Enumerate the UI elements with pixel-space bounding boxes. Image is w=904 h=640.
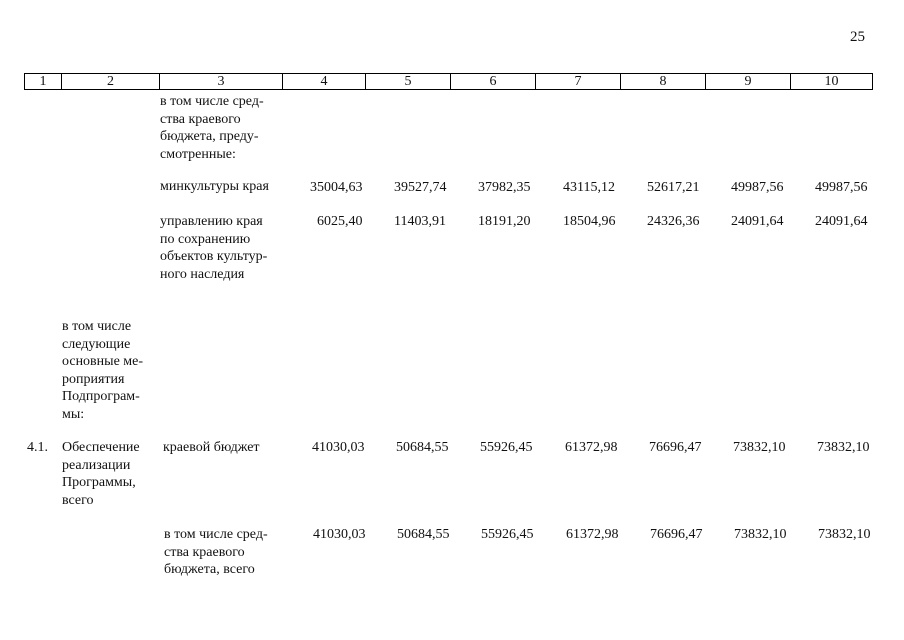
column-header-4: 4 [283, 74, 366, 90]
column-header-6: 6 [451, 74, 536, 90]
value-cell-minkultury-col6: 37982,35 [478, 180, 531, 195]
value-cell-upravleniyu-col4: 6025,40 [317, 214, 363, 229]
value-cell-upravleniyu-col6: 18191,20 [478, 214, 531, 229]
column-header-10: 10 [791, 74, 873, 90]
value-cell-4-1-sub-col5: 50684,55 [397, 527, 450, 542]
source-cell-4-1: краевой бюджет [163, 440, 260, 455]
column-header-1: 1 [25, 74, 62, 90]
value-cell-4-1-col7: 61372,98 [565, 440, 618, 455]
value-cell-4-1-col4: 41030,03 [312, 440, 365, 455]
column-header-5: 5 [366, 74, 451, 90]
value-cell-4-1-col8: 76696,47 [649, 440, 702, 455]
value-cell-upravleniyu-col10: 24091,64 [815, 214, 868, 229]
source-cell-upravleniyu: управлению края по сохранению объектов культур- ного наследия [160, 214, 268, 282]
value-cell-4-1-sub-col6: 55926,45 [481, 527, 534, 542]
value-cell-4-1-sub-col9: 73832,10 [734, 527, 787, 542]
value-cell-minkultury-col7: 43115,12 [563, 180, 615, 195]
value-cell-upravleniyu-col5: 11403,91 [394, 214, 446, 229]
value-cell-minkultury-col8: 52617,21 [647, 180, 700, 195]
column-header-8: 8 [621, 74, 706, 90]
value-cell-4-1-col6: 55926,45 [480, 440, 533, 455]
source-cell-kraevoy-budget-predusmotrennye: в том числе сред- ства краевого бюджета, преду- смотренные: [160, 94, 264, 162]
value-cell-4-1-col5: 50684,55 [396, 440, 449, 455]
name-cell-4-1: Обеспечение реализации Программы, всего [62, 440, 140, 508]
value-cell-4-1-sub-col8: 76696,47 [650, 527, 703, 542]
value-cell-4-1-col9: 73832,10 [733, 440, 786, 455]
value-cell-upravleniyu-col8: 24326,36 [647, 214, 700, 229]
value-cell-upravleniyu-col7: 18504,96 [563, 214, 616, 229]
value-cell-upravleniyu-col9: 24091,64 [731, 214, 784, 229]
column-header-2: 2 [62, 74, 160, 90]
value-cell-4-1-sub-col7: 61372,98 [566, 527, 619, 542]
value-cell-minkultury-col9: 49987,56 [731, 180, 784, 195]
column-header-3: 3 [160, 74, 283, 90]
column-header-row [24, 73, 873, 90]
value-cell-4-1-sub-col4: 41030,03 [313, 527, 366, 542]
value-cell-minkultury-col5: 39527,74 [394, 180, 447, 195]
value-cell-minkultury-col10: 49987,56 [815, 180, 868, 195]
value-cell-minkultury-col4: 35004,63 [310, 180, 363, 195]
source-cell-minkultury: минкультуры края [160, 179, 269, 194]
column-header-7: 7 [536, 74, 621, 90]
row-number-4-1: 4.1. [27, 440, 48, 455]
source-cell-4-1-kraevoy-vsego: в том числе сред- ства краевого бюджета, всего [164, 527, 268, 577]
page-number: 25 [850, 29, 865, 45]
name-cell-osnovnye-meropriyatiya: в том числе следующие основные ме- роприятия Подпрограм- мы: [62, 319, 144, 422]
value-cell-4-1-col10: 73832,10 [817, 440, 870, 455]
value-cell-4-1-sub-col10: 73832,10 [818, 527, 871, 542]
column-header-9: 9 [706, 74, 791, 90]
